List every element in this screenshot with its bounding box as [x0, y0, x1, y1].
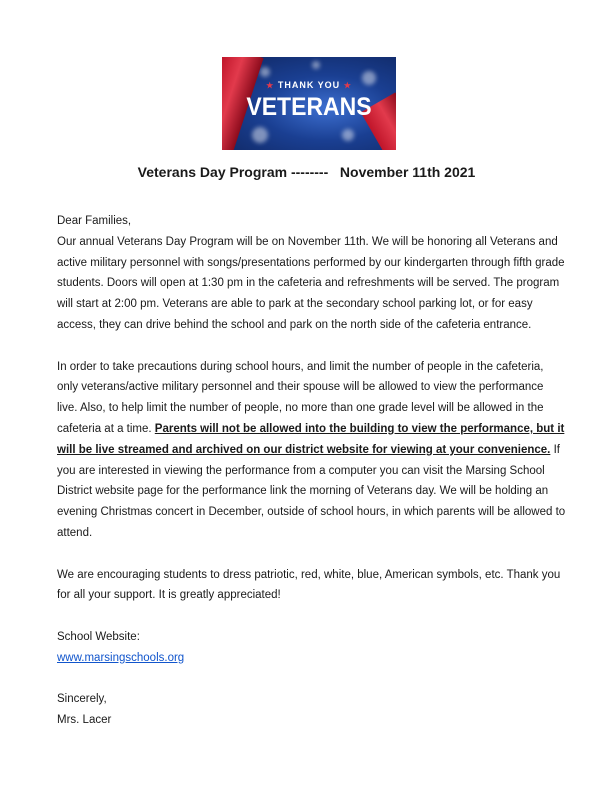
- school-website-link[interactable]: www.marsingschools.org: [57, 651, 185, 664]
- livestream-notice: Parents will not be allowed into the building to view the performance, but it will be live streamed and archived on our district website for viewing at your convenience.: [57, 422, 565, 456]
- closing: Sincerely,: [57, 693, 107, 706]
- banner-thank-you: ★ THANK YOU ★: [266, 80, 352, 90]
- star-icon: ★: [343, 81, 352, 90]
- banner-veterans: VETERANS: [246, 93, 372, 121]
- paragraph-program-details: Our annual Veterans Day Program will be on November 11th. We will be honoring all Veterans and active military personnel with songs/presentations performed by our kindergarten through fifth grade students. Doors will open at 1:30 pm in the cafeteria and refreshments will be served. The program will start at 2:00 pm. Veterans are able to park at the secondary school parking lot, or for easy access, they can drive behind the school and park on the north side of the cafeteria entrance.: [57, 235, 565, 331]
- page-title: Veterans Day Program -------- November 11th 2021: [137, 164, 476, 180]
- paragraph-precautions: [57, 357, 567, 544]
- star-icon: ★: [266, 81, 275, 90]
- precautions-followup: If you are interested in viewing the performance from a computer you can visit the Marsing School District website page for the performance link the morning of Veterans day. We will be holding an evening Christmas concert in December, outside of school hours, in which parents will be allowed to attend.: [57, 443, 566, 539]
- precautions-text: In order to take precautions during school hours, and limit the number of people in the cafeteria, only veterans/active military personnel and their spouse will be allowed to view the performance live. Also, to help limit the number of people, no more than one grade level will be allowed in the cafeteria at a time.: [57, 360, 544, 435]
- letter-body: [57, 211, 567, 731]
- thank-you-veterans-banner: [222, 57, 396, 150]
- paragraph-dress-code: We are encouraging students to dress patriotic, red, white, blue, American symbols, etc. Thank you for all your support. It is greatly appreciated!: [57, 568, 561, 602]
- greeting: Dear Families,: [57, 215, 132, 227]
- signature: Mrs. Lacer: [57, 714, 112, 727]
- website-label: School Website:: [57, 630, 140, 643]
